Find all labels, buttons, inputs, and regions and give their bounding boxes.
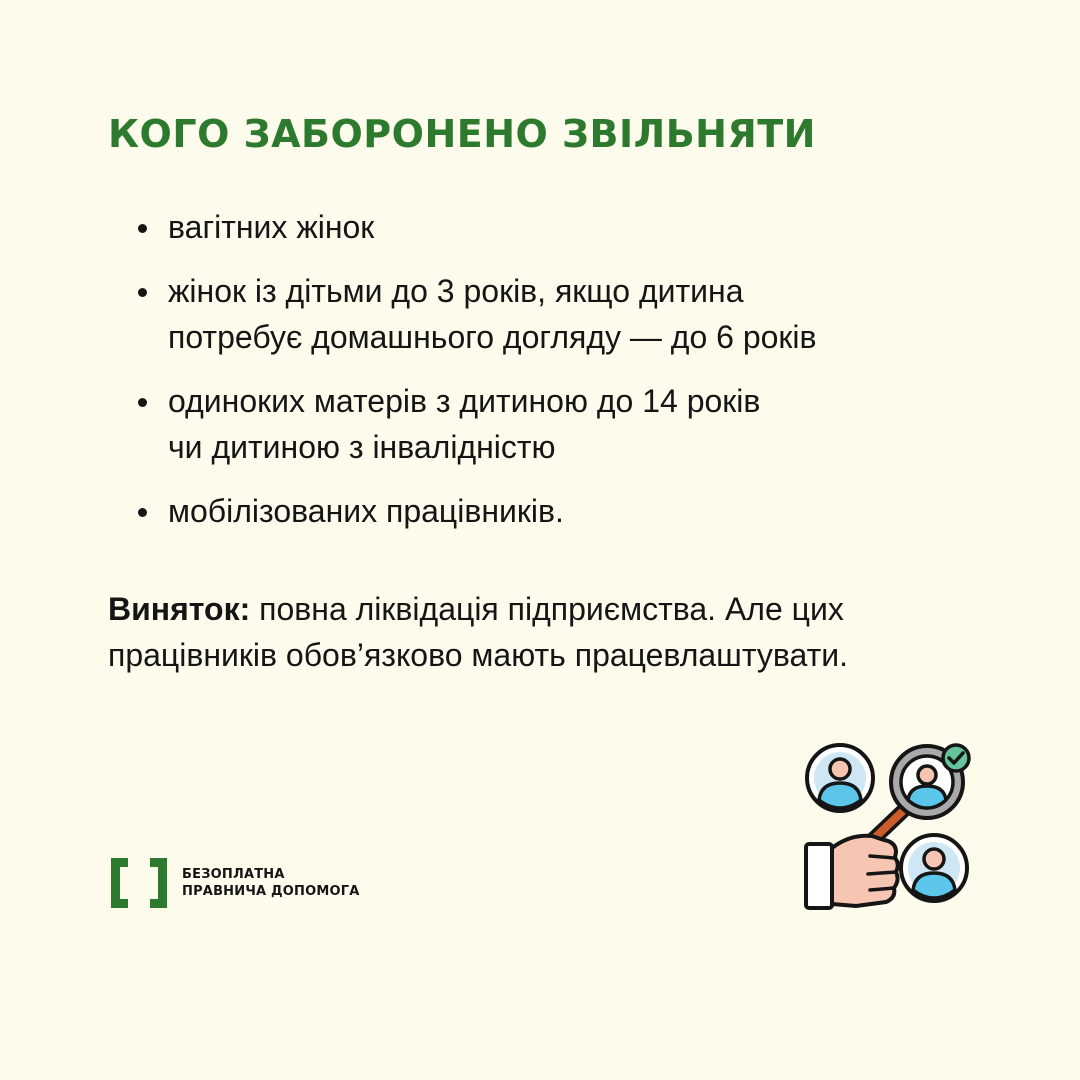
list-item [138, 268, 958, 360]
person-avatar-icon [807, 745, 873, 811]
bullet-icon [138, 508, 147, 517]
bullet-icon [138, 398, 147, 407]
list-item [138, 378, 958, 470]
logo-line-1: БЕЗОПЛАТНА [182, 867, 285, 882]
hand-magnifier-people-icon [800, 738, 976, 914]
logo-line-2: ПРАВНИЧА ДОПОМОГА [182, 884, 360, 899]
list-item-text: вагітних жінок [168, 209, 375, 245]
bullet-icon [138, 288, 147, 297]
check-badge-icon [943, 745, 969, 771]
list-item-text: мобілізованих працівників. [168, 493, 564, 529]
logo-text [182, 866, 360, 900]
prohibited-dismissal-list [138, 204, 958, 552]
list-item [138, 204, 958, 250]
exception-label: Виняток: [108, 591, 251, 627]
exception-paragraph [108, 586, 988, 678]
exception-text: повна ліквідація підприємства. Але цих працівників обов’язково мають працевлаштувати. [108, 591, 848, 673]
list-item-text: потребує домашнього догляду — до 6 років [168, 319, 817, 355]
page-title: КОГО ЗАБОРОНЕНО ЗВІЛЬНЯТИ [108, 112, 816, 156]
list-item-text: жінок із дітьми до 3 років, якщо дитина [168, 273, 744, 309]
list-item-text: чи дитиною з інвалідністю [168, 429, 556, 465]
hand-icon [806, 836, 898, 908]
list-item [138, 488, 958, 534]
person-avatar-icon [901, 835, 967, 901]
legal-aid-logo [108, 856, 360, 910]
list-item-text: одиноких матерів з дитиною до 14 років [168, 383, 761, 419]
bullet-icon [138, 224, 147, 233]
bracket-logo-icon [108, 856, 170, 910]
